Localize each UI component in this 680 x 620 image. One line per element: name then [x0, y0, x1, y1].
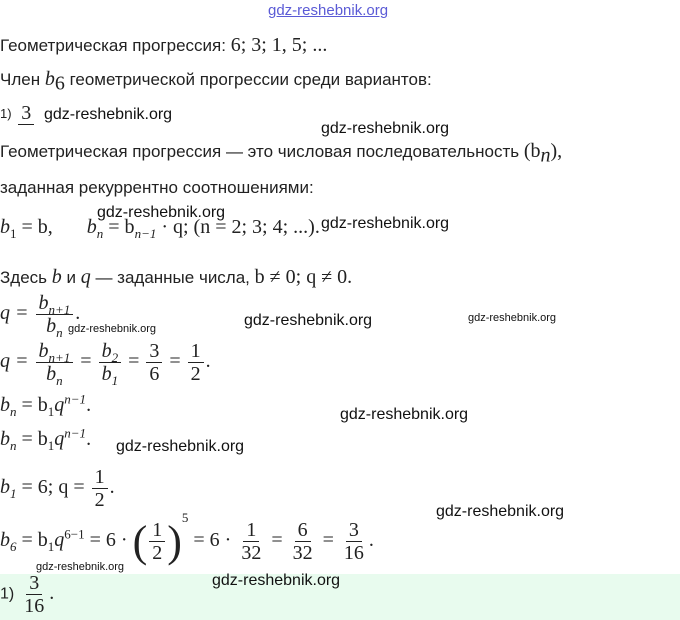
den-6: 6: [149, 363, 160, 385]
watermark: gdz-reshebnik.org: [321, 120, 450, 137]
q-ratio-den: $b_n$: [46, 363, 63, 388]
progression-prefix: Геометрическая прогрессия:: [0, 36, 226, 55]
q-num: $b_{n+1}$: [36, 292, 74, 315]
formula-first: = b,: [21, 216, 53, 238]
watermark: gdz-reshebnik.org: [68, 323, 157, 335]
six-dot: = 6 ·: [89, 529, 128, 552]
den-2: 2: [152, 542, 163, 564]
watermark: gdz-reshebnik.org: [116, 438, 245, 455]
q-pow: q: [54, 428, 65, 450]
exp-n-1: n−1: [64, 425, 87, 441]
exp-n-1: n−1: [64, 391, 87, 407]
sub-n-1: n−1: [134, 226, 157, 241]
den-16: 16: [343, 542, 364, 564]
half-in-parens: [149, 519, 165, 564]
q-pow: q: [54, 394, 65, 416]
watermark: gdz-reshebnik.org: [340, 406, 469, 423]
eq6dot: = 6 ·: [193, 529, 232, 552]
watermark: gdz-reshebnik.org: [36, 561, 125, 573]
watermark: gdz-reshebnik.org: [244, 312, 373, 329]
paren-open: (: [132, 517, 148, 566]
sequence-open: (b: [523, 140, 541, 162]
definition-text: Геометрическая прогрессия — это числовая последовательность: [0, 142, 520, 161]
sub-n: n: [96, 226, 104, 241]
q-pow: q: [54, 529, 65, 552]
b-n: $b_n$: [0, 428, 17, 453]
q-ratio-num: $b_{n+1}$: [36, 340, 74, 363]
nth-term-formula: $b_n = b_1q^{n-1}$.: [0, 391, 92, 419]
watermark: gdz-reshebnik.org: [436, 503, 565, 520]
q-label: q =: [0, 350, 29, 373]
option-line: [0, 102, 36, 125]
question-index: 6: [54, 72, 65, 95]
definition-line: [0, 140, 563, 167]
progression-terms: 6; 3; 1, 5; ...: [230, 34, 328, 56]
b2-b1-fraction: [99, 340, 122, 388]
watermark-link[interactable]: gdz-reshebnik.org: [268, 2, 389, 19]
q-den: $b_n$: [46, 315, 63, 340]
b-symbol: b: [86, 216, 97, 238]
question-prefix: Член: [0, 70, 41, 89]
b6-rhs: = $b_1$: [21, 529, 55, 555]
option-label: 1): [0, 106, 12, 121]
note-prefix: Здесь: [0, 268, 47, 287]
note-line: [0, 266, 352, 289]
b1-symbol: $b_1$: [0, 476, 17, 502]
den-32: 32: [241, 542, 262, 564]
den-32: 32: [292, 542, 313, 564]
sequence-sub: n: [540, 144, 551, 167]
question-symbol: b: [44, 68, 55, 90]
eq-sign: =: [128, 350, 140, 373]
formula-general: = b: [108, 216, 135, 238]
q-computation: q = $\frac{b_{n+1}}{b_n}$ = $\frac{b_2}{b_1}$ = $\frac{3}{6}$ = $\frac{1}{2}$ .: [0, 340, 211, 388]
note-and: и: [66, 268, 76, 287]
nth-term-formula-repeat: $b_n = b_1q^{n-1}$.: [0, 425, 92, 453]
formula-mult: · q; (n = 2; 3; 4; ...).: [161, 216, 320, 238]
num-1: 1: [243, 519, 259, 542]
note-q: q: [80, 266, 91, 288]
question-suffix: геометрической прогрессии среди вариантов:: [69, 70, 432, 89]
den-2: 2: [190, 363, 201, 385]
num-3: 3: [146, 340, 162, 363]
watermark: gdz-reshebnik.org: [97, 204, 226, 221]
sequence-close: ),: [550, 140, 563, 162]
given-values: $b_1 = 6$; q = $\frac{1}{2}$ .: [0, 466, 115, 511]
q-ratio-fraction: [36, 340, 74, 388]
watermark: gdz-reshebnik.org: [321, 215, 450, 232]
option-fraction: [18, 102, 34, 125]
b6-computation: $b_6 = b_1q^{6-1} = 6$ · ( $\frac{1}{2}$ )$^5$ = 6 · $\frac{1}{32}$ = $\frac{6}{32}$ = $\frac{3}{16}$ .: [0, 510, 374, 566]
nth-rhs: = $b_1$: [21, 428, 55, 453]
eq-sign: =: [271, 529, 283, 552]
one-32: [238, 519, 264, 564]
eq-sign: =: [169, 350, 181, 373]
watermark: gdz-reshebnik.org: [212, 572, 341, 589]
b-symbol: b: [0, 216, 10, 238]
b1: $b_1$: [101, 363, 119, 388]
answer-den: 16: [24, 595, 45, 617]
b-n: $b_n$: [0, 394, 17, 419]
num-6: 6: [295, 519, 311, 542]
question-line: [0, 68, 432, 95]
given-text: = 6; q =: [21, 476, 85, 499]
recurrence-line: заданная рекуррентно соотношениями:: [0, 178, 314, 197]
three-16: [341, 519, 367, 564]
note-conditions: b ≠ 0; q ≠ 0.: [254, 266, 353, 288]
answer-fraction: [21, 572, 47, 617]
progression-line: [0, 34, 327, 57]
den-2: 2: [94, 489, 105, 511]
paren-close: ): [167, 517, 182, 566]
num-3: 3: [346, 519, 362, 542]
exp-5: 5: [181, 510, 189, 526]
watermark: gdz-reshebnik.org: [44, 106, 173, 123]
watermark: gdz-reshebnik.org: [468, 312, 557, 324]
one-half: [188, 340, 204, 385]
answer-label: 1): [0, 585, 15, 603]
num-1: 1: [92, 466, 108, 489]
three-sixths: [146, 340, 162, 385]
q-label: q =: [0, 302, 29, 325]
exp-6-1: 6−1: [64, 526, 85, 542]
note-b: b: [51, 266, 62, 288]
nth-rhs: = $b_1$: [21, 394, 55, 419]
note-suffix: — заданные числа,: [95, 268, 250, 287]
sub-1: 1: [10, 226, 17, 241]
num-1: 1: [149, 519, 165, 542]
num-1: 1: [188, 340, 204, 363]
given-half: [92, 466, 108, 511]
eq-sign: =: [322, 529, 334, 552]
option-num: 3: [18, 102, 34, 125]
answer-num: 3: [26, 572, 42, 595]
eq-sign: =: [80, 350, 92, 373]
q-definition: q = $\frac{b_{n+1}}{b_n}$ .: [0, 292, 81, 340]
b6-symbol: $b_6$: [0, 529, 17, 555]
b2: $b_2$: [99, 340, 122, 363]
answer-tail: .: [49, 582, 55, 605]
answer-line: [0, 572, 54, 617]
six-32: [290, 519, 316, 564]
